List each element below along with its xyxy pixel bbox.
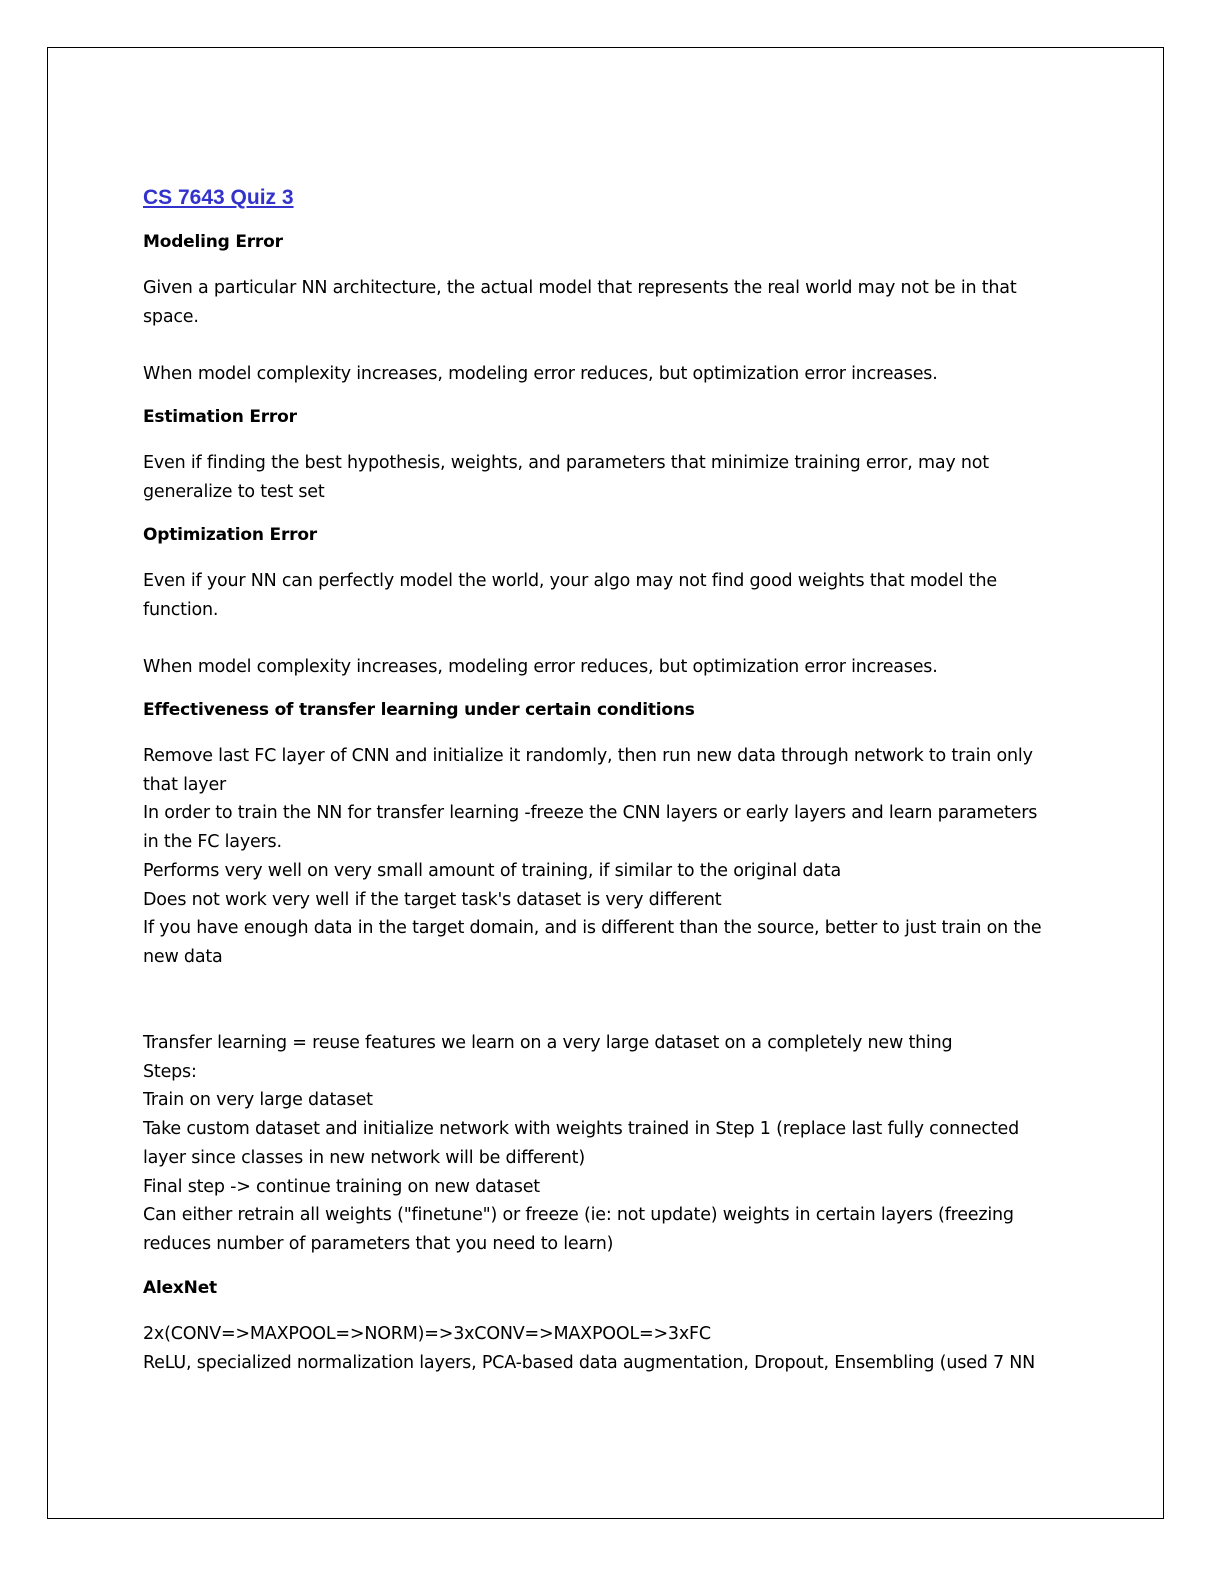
text-line: Given a particular NN architecture, the actual model that represents the real world may not be in that (143, 278, 1017, 298)
text-line: in the FC layers. (143, 832, 282, 853)
text-line: layer since classes in new network will be different) (143, 1147, 585, 1168)
text-line: Transfer learning = reuse features we learn on a very large dataset on a completely new thing (143, 1033, 953, 1053)
paragraph-modeling-error (143, 274, 1083, 389)
text-line: Performs very well on very small amount of training, if similar to the original data (143, 860, 842, 881)
text-line: 2x(CONV=>MAXPOOL=>NORM)=>3xCONV=>MAXPOOL=>3xFC (143, 1324, 711, 1344)
text-line: Even if your NN can perfectly model the world, your algo may not find good weights that model the (143, 571, 997, 591)
paragraph-alexnet (143, 1320, 1083, 1377)
text-line: When model complexity increases, modeling error reduces, but optimization error increases. (143, 364, 938, 385)
text-line: reduces number of parameters that you need to learn) (143, 1233, 614, 1254)
heading-estimation-error: Estimation Error (143, 407, 297, 427)
text-line: Steps: (143, 1061, 197, 1082)
paragraph-estimation-error (143, 449, 1083, 506)
heading-alexnet: AlexNet (143, 1278, 217, 1298)
heading-modeling-error: Modeling Error (143, 232, 283, 252)
text-line: In order to train the NN for transfer learning -freeze the CNN layers or early layers and learn parameters (143, 803, 1038, 824)
text-line: Does not work very well if the target task's dataset is very different (143, 889, 722, 910)
text-line: Final step -> continue training on new dataset (143, 1176, 540, 1197)
text-line: new data (143, 946, 223, 967)
blank-line (143, 331, 1083, 360)
blank-line (143, 1000, 1083, 1029)
heading-optimization-error: Optimization Error (143, 525, 317, 545)
document-title[interactable]: CS 7643 Quiz 3 (143, 186, 294, 209)
paragraph-optimization-error (143, 567, 1083, 682)
text-line: Train on very large dataset (143, 1090, 373, 1111)
text-line: Can either retrain all weights ("finetune") or freeze (ie: not update) weights in certain layers (freezing (143, 1205, 1014, 1226)
blank-line (143, 972, 1083, 1001)
text-line: When model complexity increases, modeling error reduces, but optimization error increases. (143, 657, 938, 678)
text-line: Remove last FC layer of CNN and initialize it randomly, then run new data through network to train only (143, 746, 1033, 766)
text-line: If you have enough data in the target domain, and is different than the source, better to just train on the (143, 918, 1042, 939)
text-line: generalize to test set (143, 481, 325, 502)
text-line: that layer (143, 774, 227, 795)
blank-line (143, 624, 1083, 653)
text-line: function. (143, 599, 219, 620)
text-line: Take custom dataset and initialize network with weights trained in Step 1 (replace last fully connected (143, 1119, 1019, 1140)
text-line: space. (143, 306, 199, 327)
heading-transfer-learning: Effectiveness of transfer learning under certain conditions (143, 700, 695, 720)
text-line: ReLU, specialized normalization layers, PCA-based data augmentation, Dropout, Ensembling (used 7 NN (143, 1352, 1036, 1373)
text-line: Even if finding the best hypothesis, weights, and parameters that minimize training error, may not (143, 453, 989, 473)
paragraph-transfer-learning (143, 742, 1083, 1259)
